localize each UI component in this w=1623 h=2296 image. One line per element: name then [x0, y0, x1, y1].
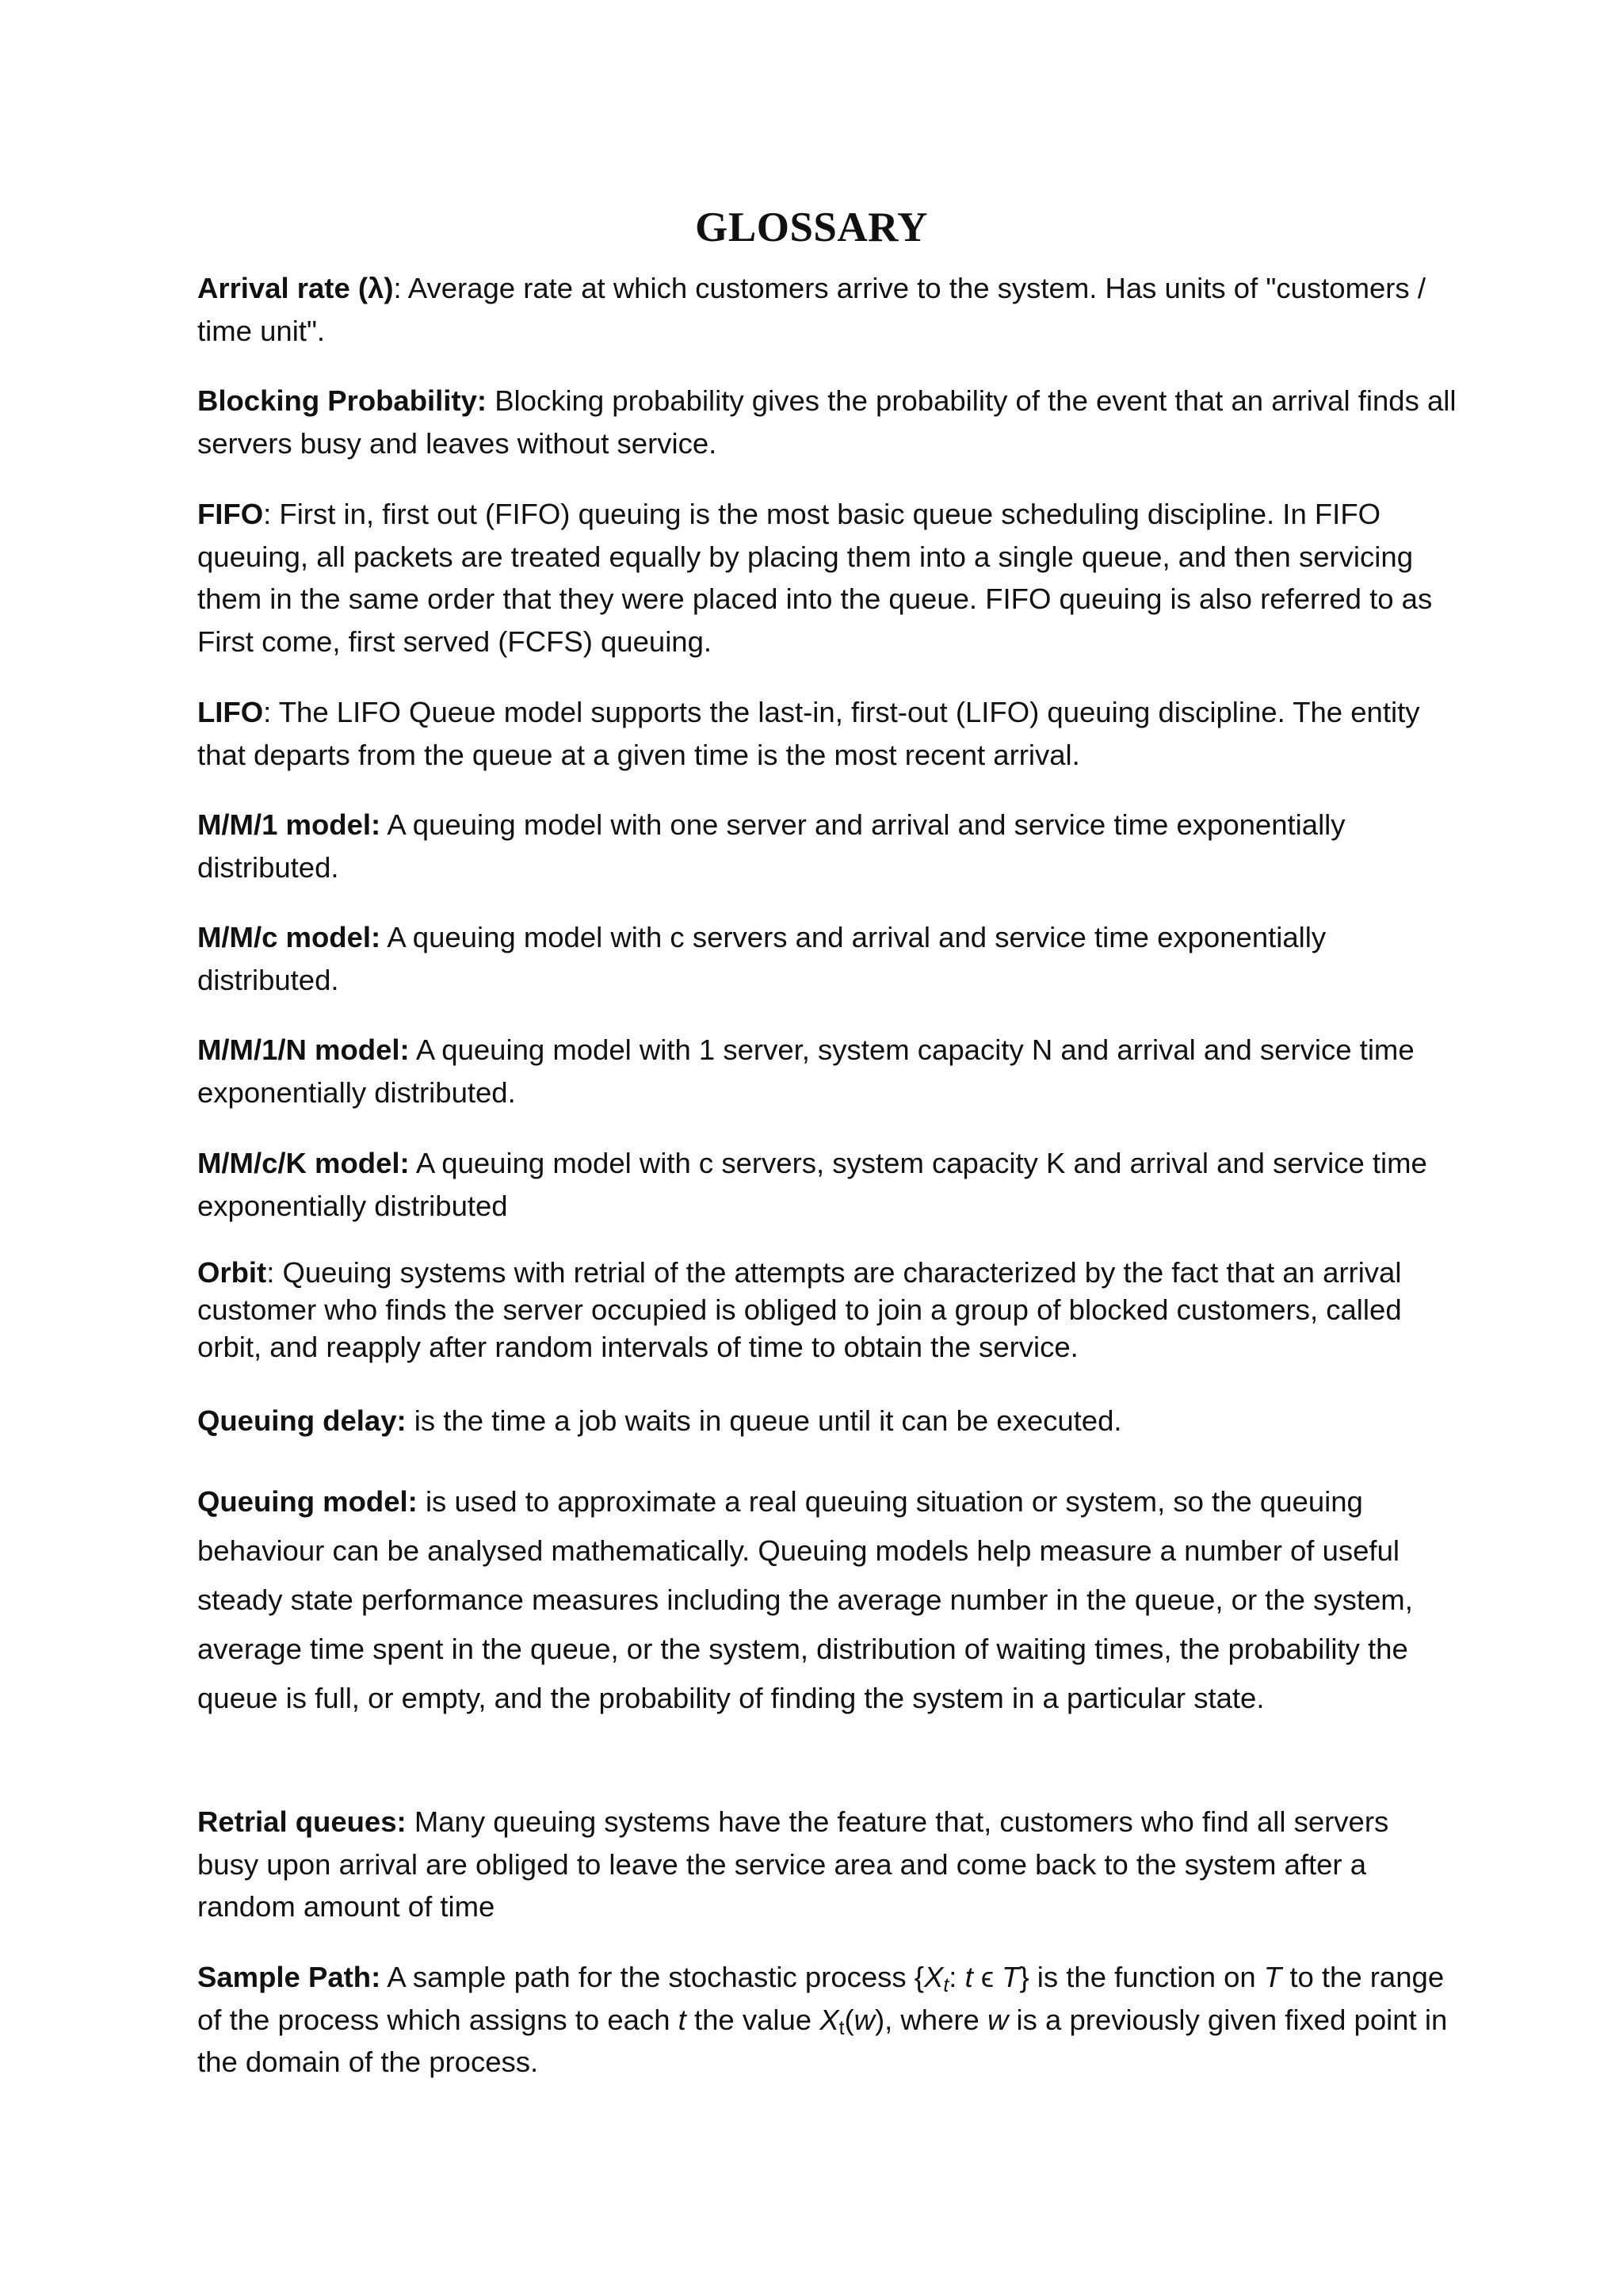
glossary-definition: A queuing model with c servers, system capacity K and arrival and service time exponentially distributed — [197, 1147, 1427, 1222]
math-subscript: t — [943, 1975, 949, 1997]
glossary-definition: A queuing model with one server and arrival and service time exponentially distributed. — [197, 808, 1346, 884]
definition-text: is a previously given fixed point in the domain of the process. — [197, 2003, 1448, 2078]
math-variable: T — [1263, 1961, 1282, 1993]
glossary-definition: A queuing model with c servers and arrival and service time exponentially distributed. — [197, 921, 1327, 996]
glossary-term: M/M/1/N model: — [197, 1033, 410, 1066]
glossary-entry-mmck — [197, 1142, 1457, 1227]
glossary-entry-sample-path — [197, 1956, 1457, 2084]
page-title: GLOSSARY — [695, 204, 928, 250]
glossary-entry-mmc — [197, 916, 1457, 1001]
glossary-entry-mm1n — [197, 1029, 1457, 1114]
definition-text: A sample path for the stochastic process { — [380, 1961, 924, 1993]
math-variable: w — [987, 2003, 1009, 2036]
definition-text: the value — [685, 2003, 820, 2036]
glossary-term: Queuing delay: — [197, 1404, 407, 1437]
glossary-term: Blocking Probability: — [197, 384, 487, 417]
glossary-term: Arrival rate (λ) — [197, 272, 394, 304]
math-variable: t — [678, 2003, 686, 2036]
glossary-entry-lifo — [197, 691, 1457, 776]
math-variable: t — [964, 1961, 973, 1993]
math-variable: X — [819, 2003, 839, 2036]
definition-text: ( — [844, 2003, 854, 2036]
glossary-definition: Many queuing systems have the feature that, customers who find all servers busy upon arrival are obliged to leave the service area and come back to the system after a random amount of time — [197, 1805, 1389, 1923]
math-subscript: t — [838, 2017, 845, 2039]
glossary-entry-queuing-model — [197, 1477, 1457, 1723]
glossary-term: Queuing model: — [197, 1485, 418, 1518]
glossary-term: FIFO — [197, 498, 264, 530]
glossary-definition: A queuing model with 1 server, system capacity N and arrival and service time exponentially distributed. — [197, 1033, 1415, 1109]
definition-text: ϵ — [972, 1961, 1002, 1993]
definition-text: : — [949, 1961, 965, 1993]
math-variable: T — [1002, 1961, 1020, 1993]
glossary-entry-mm1 — [197, 804, 1457, 888]
glossary-definition: : Average rate at which customers arrive to the system. Has units of "customers / time unit". — [197, 272, 1426, 347]
glossary-term: Retrial queues: — [197, 1805, 407, 1838]
glossary-term: Sample Path: — [197, 1961, 381, 1993]
glossary-term: M/M/c model: — [197, 921, 381, 953]
math-variable: X — [924, 1961, 944, 1993]
glossary-definition: : Queuing systems with retrial of the attempts are characterized by the fact that an arrival customer who finds the server occupied is obliged to join a group of blocked customers, called orbit, and reapply after random intervals of time to obtain the service. — [197, 1256, 1402, 1363]
glossary-term: M/M/c/K model: — [197, 1147, 410, 1179]
math-variable: w — [854, 2003, 875, 2036]
definition-text: ), where — [875, 2003, 987, 2036]
glossary-entry-retrial-queues — [197, 1801, 1457, 1928]
glossary-entry-arrival-rate — [197, 267, 1457, 352]
glossary-entry-blocking-probability — [197, 380, 1457, 464]
glossary-definition: : First in, first out (FIFO) queuing is the most basic queue scheduling discipline. In FIFO queuing, all packets are treated equally by placing them into a single queue, and then servicing them in the same order that they were placed into the queue. FIFO queuing is also referred to as First come, first served (FCFS) queuing. — [197, 498, 1433, 658]
glossary-definition: is used to approximate a real queuing situation or system, so the queuing behaviour can be analysed mathematically. Queuing models help measure a number of useful steady state performance measures including the average number in the queue, or the system, average time spent in the queue, or the system, distribution of waiting times, the probability the queue is full, or empty, and the probability of finding the system in a particular state. — [197, 1485, 1413, 1714]
glossary-term: Orbit — [197, 1256, 267, 1289]
glossary-entry-orbit — [197, 1254, 1457, 1366]
glossary-definition: Blocking probability gives the probability of the event that an arrival finds all servers busy and leaves without service. — [197, 384, 1457, 460]
glossary-definition: : The LIFO Queue model supports the last-in, first-out (LIFO) queuing discipline. The entity that departs from the queue at a given time is the most recent arrival. — [197, 696, 1420, 771]
glossary-term: M/M/1 model: — [197, 808, 381, 841]
glossary-definition: is the time a job waits in queue until it can be executed. — [406, 1404, 1122, 1437]
glossary-entry-fifo — [197, 493, 1457, 663]
definition-text: } is the function on — [1019, 1961, 1264, 1993]
definition-text: to the range of the process which assigns to each — [197, 1961, 1445, 2036]
glossary-entry-queuing-delay — [197, 1400, 1457, 1442]
glossary-term: LIFO — [197, 696, 264, 728]
